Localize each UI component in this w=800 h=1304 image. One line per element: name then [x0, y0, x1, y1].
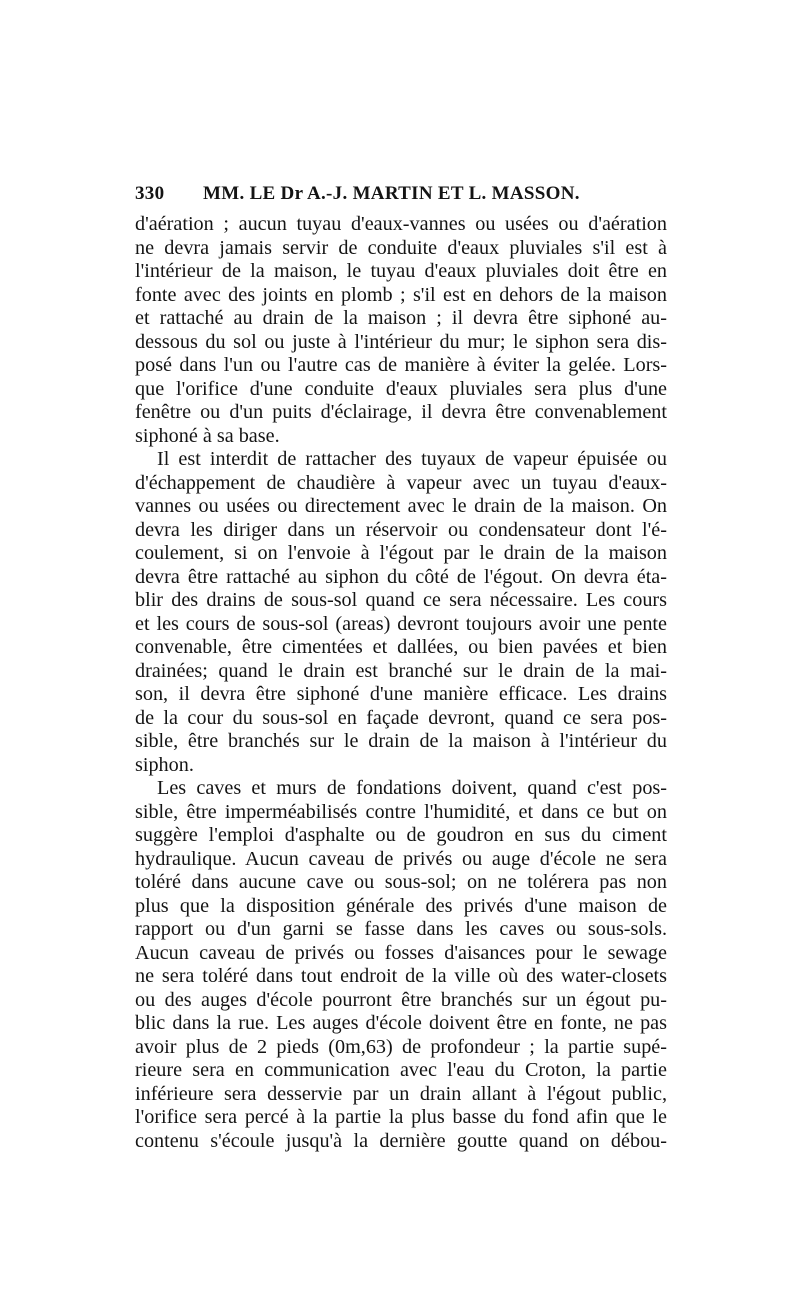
text-line: dessous du sol ou juste à l'intérieur du mur; le siphon sera dis- — [135, 330, 667, 353]
text-line: avoir plus de 2 pieds (0m,63) de profondeur ; la partie supé- — [135, 1035, 667, 1058]
text-line: plus que la disposition générale des privés d'une maison de — [135, 894, 667, 917]
paragraph — [135, 777, 667, 1153]
text-line: drainées; quand le drain est branché sur le drain de la mai- — [135, 659, 667, 682]
text-line: et les cours de sous-sol (areas) devront toujours avoir une pente — [135, 612, 667, 635]
text-line: Il est interdit de rattacher des tuyaux de vapeur épuisée ou — [157, 448, 667, 470]
text-line: ne devra jamais servir de conduite d'eaux pluviales s'il est à — [135, 236, 667, 259]
text-line: blic dans la rue. Les auges d'école doivent être en fonte, ne pas — [135, 1012, 667, 1034]
text-line: toléré dans aucune cave ou sous-sol; on ne tolérera pas non — [135, 871, 667, 893]
text-line: hydraulique. Aucun caveau de privés ou auge d'école ne sera — [135, 847, 667, 870]
text-line: l'intérieur de la maison, le tuyau d'eaux pluviales doit être en — [135, 260, 667, 282]
text-line: rieure sera en communication avec l'eau du Croton, la partie — [135, 1059, 667, 1081]
text-line: fonte avec des joints en plomb ; s'il est en dehors de la maison — [135, 283, 667, 306]
text-line: et rattaché au drain de la maison ; il devra être siphoné au- — [135, 307, 667, 329]
text-line: siphoné à sa base. — [135, 424, 280, 447]
text-line: sible, être imperméabilisés contre l'humidité, et dans ce but on — [135, 800, 667, 823]
text-line: de la cour du sous-sol en façade devront, quand ce sera pos- — [135, 706, 667, 729]
text-line: convenable, être cimentées et dallées, ou bien pavées et bien — [135, 636, 667, 658]
text-line: sible, être branchés sur le drain de la maison à l'intérieur du — [135, 730, 667, 752]
text-line: Les caves et murs de fondations doivent, quand c'est pos- — [157, 777, 667, 799]
text-line: siphon. — [135, 753, 194, 776]
text-line: l'orifice sera percé à la partie la plus basse du fond afin que le — [135, 1106, 667, 1128]
body-text — [135, 213, 667, 1153]
text-line: blir des drains de sous-sol quand ce sera nécessaire. Les cours — [135, 589, 667, 611]
text-line: devra les diriger dans un réservoir ou condensateur dont l'é- — [135, 518, 667, 541]
text-line: d'aération ; aucun tuyau d'eaux-vannes ou usées ou d'aération — [135, 213, 667, 235]
text-line: suggère l'emploi d'asphalte ou de goudron en sus du ciment — [135, 824, 667, 846]
paragraph — [135, 213, 667, 448]
text-line: inférieure sera desservie par un drain allant à l'égout public, — [135, 1082, 667, 1105]
text-line: ne sera toléré dans tout endroit de la ville où des water-closets — [135, 965, 667, 987]
text-line: d'échappement de chaudière à vapeur avec un tuyau d'eaux- — [135, 471, 667, 494]
text-line: vannes ou usées ou directement avec le drain de la maison. On — [135, 495, 667, 517]
text-line: coulement, si on l'envoie à l'égout par le drain de la maison — [135, 542, 667, 564]
text-line: devra être rattaché au siphon du côté de l'égout. On devra éta- — [135, 565, 667, 588]
text-line: son, il devra être siphoné d'une manière efficace. Les drains — [135, 683, 667, 705]
running-title: MM. LE Dr A.-J. MARTIN ET L. MASSON. — [203, 183, 580, 204]
page-number: 330 — [135, 183, 165, 204]
text-line: ou des auges d'école pourront être branchés sur un égout pu- — [135, 988, 667, 1011]
text-line: contenu s'écoule jusqu'à la dernière goutte quand on débou- — [135, 1129, 667, 1152]
text-line: Aucun caveau de privés ou fosses d'aisances pour le sewage — [135, 941, 667, 964]
text-line: rapport ou d'un garni se fasse dans les caves ou sous-sols. — [135, 918, 667, 940]
text-line: fenêtre ou d'un puits d'éclairage, il devra être convenablement — [135, 401, 667, 423]
text-line: que l'orifice d'une conduite d'eaux pluviales sera plus d'une — [135, 377, 667, 400]
paragraph — [135, 448, 667, 777]
text-line: posé dans l'un ou l'autre cas de manière à éviter la gelée. Lors- — [135, 354, 667, 376]
running-head — [135, 181, 667, 207]
